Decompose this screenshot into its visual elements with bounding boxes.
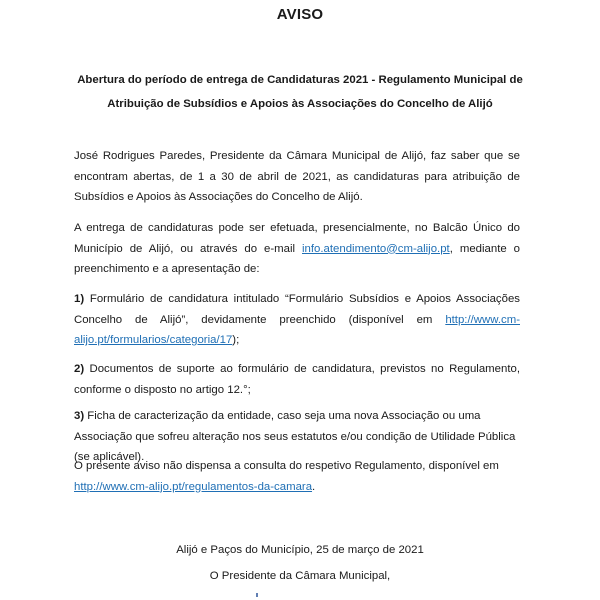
- signatory-title: O Presidente da Câmara Municipal,: [209, 570, 391, 582]
- paragraph-regulation: [74, 456, 520, 497]
- item-2-number: 2): [74, 363, 85, 375]
- item-3-text: Ficha de caracterização da entidade, caso seja uma nova Associação ou uma Associação que sofreu alteração nos seus estatutos e/ou condição de Utilidade Pública (se aplicável).: [74, 410, 516, 463]
- item-1-text-after: );: [232, 334, 240, 346]
- place-date: Alijó e Paços do Município, 25 de março de 2021: [176, 544, 424, 556]
- list-item-2: [74, 359, 520, 400]
- email-link[interactable]: info.atendimento@cm-alijo.pt: [302, 242, 450, 255]
- regulation-text-after: .: [312, 480, 316, 493]
- item-1-number: 1): [74, 293, 85, 305]
- paragraph-submission: [74, 218, 520, 280]
- document-title: AVISO: [276, 6, 324, 23]
- item-1-text: Formulário de candidatura intitulado “Formulário Subsídios e Apoios Associações Concelho de Alijó”, devidamente preenchido (disponível em: [74, 293, 520, 326]
- item-2-text: Documentos de suporte ao formulário de candidatura, previstos no Regulamento, conforme o disposto no artigo 12.°;: [74, 363, 520, 396]
- subtitle-line-1: Abertura do período de entrega de Candidaturas 2021 - Regulamento Municipal de: [77, 74, 523, 86]
- form-link[interactable]: http://www.cm-alijo.pt/formularios/categoria/17: [74, 313, 520, 346]
- regulation-text: O presente aviso não dispensa a consulta do respetivo Regulamento, disponível em: [74, 460, 499, 472]
- list-item-1: [74, 289, 520, 351]
- submission-text-before: A entrega de candidaturas pode ser efetuada, presencialmente, no Balcão Único do Município de Alijó, ou através do e-mail: [74, 222, 520, 255]
- submission-text-after: , mediante o preenchimento e a apresentação de:: [74, 242, 521, 275]
- document-subtitle: [70, 68, 530, 116]
- subtitle-line-2: Atribuição de Subsídios e Apoios às Associações do Concelho de Alijó: [107, 98, 493, 110]
- signature-mark: [256, 593, 258, 597]
- regulation-link[interactable]: http://www.cm-alijo.pt/regulamentos-da-camara: [74, 480, 313, 493]
- paragraph-announcement: José Rodrigues Paredes, Presidente da Câmara Municipal de Alijó, faz saber que se encontram abertas, de 1 a 30 de abril de 2021, as candidaturas para atribuição de Subsídios e Apoios às Associações do Concelho de Alijó.: [74, 150, 520, 203]
- item-3-number: 3): [74, 410, 85, 422]
